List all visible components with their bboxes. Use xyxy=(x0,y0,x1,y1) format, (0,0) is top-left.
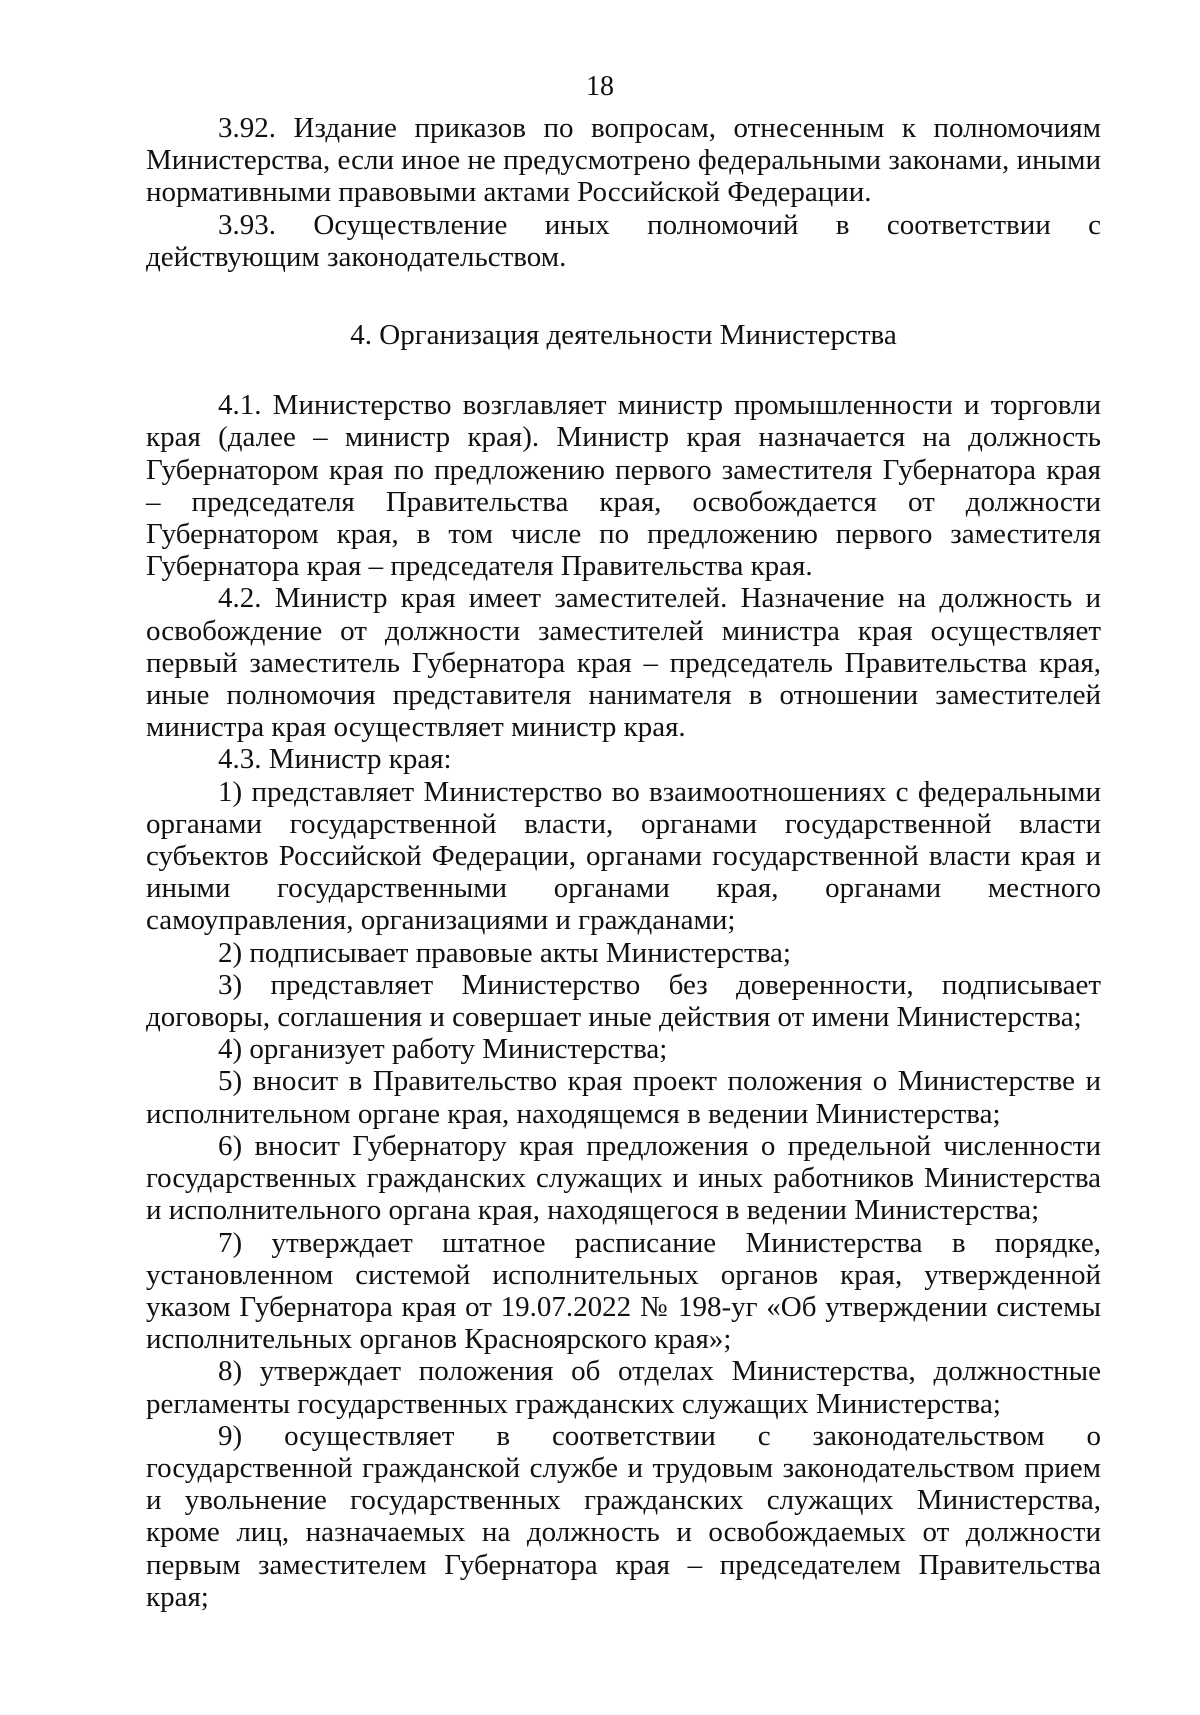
paragraph-3-93: 3.93. Осуществление иных полномочий в соответствии с действующим законодательством. xyxy=(146,208,1101,273)
list-item-9: 9) осуществляет в соответствии с законодательством о государственной гражданской службе и трудовым законодательством прием и увольнение государственных гражданских служащих Министерства, кроме лиц, назначаемых на должность и освобождаемых от должности первым заместителем Губернатора края – председателем Правительства края; xyxy=(146,1419,1101,1613)
section-heading: 4. Организация деятельности Министерства xyxy=(350,319,897,352)
paragraph-4-2: 4.2. Министр края имеет заместителей. Назначение на должность и освобождение от должности заместителей министра края осуществляет первый заместитель Губернатора края – председатель Правительства края, иные полномочия представителя нанимателя в отношении заместителей министра края осуществляет министр края. xyxy=(146,582,1101,744)
list-item-5: 5) вносит в Правительство края проект положения о Министерстве и исполнительном органе края, находящемся в ведении Министерства; xyxy=(146,1065,1101,1130)
document-body xyxy=(146,112,1101,1613)
list-item-7: 7) утверждает штатное расписание Министерства в порядке, установленном системой исполнительных органов края, утвержденной указом Губернатора края от 19.07.2022 № 198-уг «Об утверждении системы исполнительных органов Красноярского края»; xyxy=(146,1226,1101,1356)
list-item-8: 8) утверждает положения об отделах Министерства, должностные регламенты государственных гражданских служащих Министерства; xyxy=(146,1355,1101,1420)
page-number: 18 xyxy=(586,71,614,102)
list-item-1: 1) представляет Министерство во взаимоотношениях с федеральными органами государственной власти, органами государственной власти субъектов Российской Федерации, органами государственной власти края и иными государственными органами края, органами местного самоуправления, организациями и гражданами; xyxy=(146,775,1101,937)
paragraph-3-92: 3.92. Издание приказов по вопросам, отнесенным к полномочиям Министерства, если иное не предусмотрено федеральными законами, иными нормативными правовыми актами Российской Федерации. xyxy=(146,112,1101,209)
list-item-2: 2) подписывает правовые акты Министерства; xyxy=(218,936,791,969)
list-item-3: 3) представляет Министерство без доверенности, подписывает договоры, соглашения и совершает иные действия от имени Министерства; xyxy=(146,968,1101,1034)
paragraph-4-3: 4.3. Министр края: xyxy=(218,743,452,776)
list-item-6: 6) вносит Губернатору края предложения о предельной численности государственных гражданских служащих и иных работников Министерства и исполнительного органа края, находящегося в ведении Министерства; xyxy=(146,1129,1101,1227)
paragraph-4-1: 4.1. Министерство возглавляет министр промышленности и торговли края (далее – министр края). Министр края назначается на должность Губернатором края по предложению первого заместителя Губернатора края – председателя Правительства края, освобождается от должности Губернатором края, в том числе по предложению первого заместителя Губернатора края – председателя Правительства края. xyxy=(146,389,1101,583)
list-item-4: 4) организует работу Министерства; xyxy=(218,1033,668,1066)
